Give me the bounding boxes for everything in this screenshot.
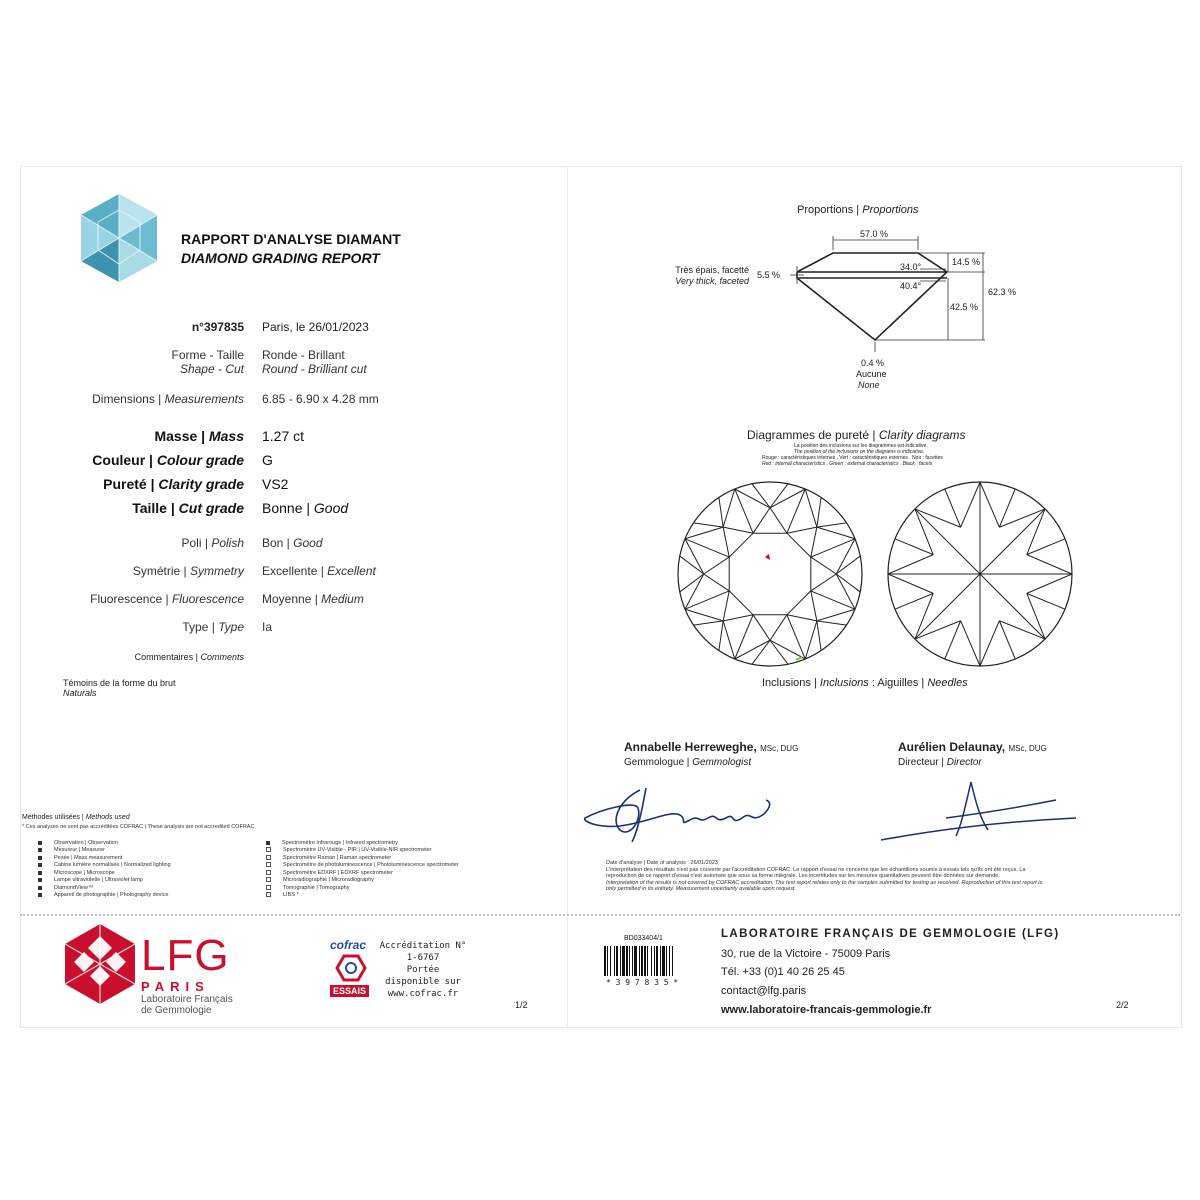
star-facet-edge [811,574,836,591]
lfg-logo-city: PARIS [141,979,210,994]
clarity-note-2: The position of the inclusions on the diagrams is indicative. [794,449,925,455]
clarity-value: VS2 [262,476,289,492]
color-label: Couleur | Colour grade [92,452,244,468]
clarity-note-3: Rouge : caractéristiques internes . Vert : caractéristiques externes . Noir : facettes [762,455,943,461]
method-item: Appareil de photographie | Photography device [38,892,169,898]
method-item: Microscope | Microscope [38,870,115,876]
star-facet-edge [770,508,787,533]
proportions-title: Proportions | Proportions [797,204,919,216]
signature-a-icon [580,780,780,850]
bezel-facet-edge [787,489,805,533]
cofrac-brand: cofrac [330,938,367,952]
methods-title: Méthodes utilisées | Methods used [22,814,130,821]
barcode-text: * 3 9 7 8 3 5 * [606,978,679,987]
comments-label: Commentaires | Comments [134,652,244,662]
upper-girdle-edge [770,484,788,508]
method-item: Spectromètre de photoluminescence | Photoluminescence spectrometer [266,862,459,868]
upper-girdle-edge [680,574,704,592]
bezel-facet-edge [817,609,855,621]
page-number-1: 1/2 [515,1000,528,1010]
bezel-facet-edge [723,621,735,659]
lower-girdle-edge [1027,555,1072,574]
method-item: Spectromètre Raman | Raman spectrometer [266,855,391,861]
pavilion-main-edge [915,574,980,639]
lab-name: LABORATOIRE FRANÇAIS DE GEMMOLOGIE (LFG) [721,928,1060,940]
legal-line: reproduction de ce rapport d'essai n'est autorisée que sous sa forme intégrale. Les incertitudes sur les mesures quantitatives peuvent être données sur demande. [606,873,1000,879]
page-fold [567,166,568,1026]
method-item: Spectromètre EDXRF | EDXRF spectrometer [266,870,393,876]
lower-girdle-edge [888,574,933,593]
bezel-facet-edge [770,640,805,659]
method-item: Microradiographie | Microradiography [266,877,374,883]
upper-girdle-edge [817,498,821,528]
bezel-facet-edge [685,574,704,609]
lab-address: 30, rue de la Victoire - 75009 Paris [721,948,891,960]
cut-label: Taille | Cut grade [132,500,244,516]
polish-label: Poli | Polish [181,536,244,550]
pavilion-main-edge [915,509,980,574]
bezel-facet-edge [735,489,770,508]
upper-girdle-edge [694,621,724,625]
clarity-note-4: Red : internal characteristics . Green : external characteristics . Black : facets [762,461,933,467]
signer-a-name: Annabelle Herreweghe, MSc, DUG [624,740,799,754]
crown-height: 14.5 % [952,257,981,267]
methods-note: * Ces analyses ne sont pas accréditées COFRAC | These analysis are not accredited COFRAC [22,824,255,830]
external-mark [796,657,802,660]
upper-girdle-edge [752,640,770,664]
star-facet-edge [723,527,753,533]
star-facet-edge [787,527,817,533]
bezel-facet-edge [685,591,729,609]
inclusion-needle-mark [765,554,770,560]
upper-girdle-edge [680,556,704,574]
method-item: Pesée | Mass measurement [38,855,122,861]
report-title-fr: RAPPORT D'ANALYSE DIAMANT [181,231,401,247]
culet-fr: Aucune [856,369,887,379]
legal-line: L'interprétation des résultats n'est pas couverte par l'accréditation COFRAC. Le rapport d'essai ne concerne que les échantillons soumis à essais tels qu'ils ont été reçus. La [606,866,1026,873]
method-item: Spectromètre UV-Visible - PIR | UV-Visible-NIR spectrometer [266,847,432,853]
lower-girdle-edge [961,621,980,666]
star-facet-edge [723,615,753,621]
lower-girdle-edge [1027,574,1072,593]
lab-phone: Tél. +33 (0)1 40 26 25 45 [721,966,845,978]
comment-fr: Témoins de la forme du brut [63,678,176,688]
bezel-facet-edge [735,640,770,659]
signer-b-name: Aurélien Delaunay, MSc, DUG [898,740,1047,754]
signer-a-role: Gemmologue | Gemmologist [624,757,752,768]
shape-value-fr: Ronde - Brillant [262,348,345,362]
color-value: G [262,452,273,468]
legal-line: Date d'analyse | Date of analysis : 26/01/2023 [606,860,718,866]
upper-girdle-edge [752,484,770,508]
method-item: Mesureur | Measurer [38,847,105,853]
barcode-ref: BD033404/1 [624,935,663,942]
girdle-outline [678,482,862,666]
star-facet-edge [753,615,770,640]
page-number-2: 2/2 [1116,1000,1129,1010]
girdle-fr: Très épais, facetté [675,265,749,275]
cofrac-line: Accréditation N° [379,941,467,951]
signer-b-role: Directeur | Director [898,757,982,768]
cofrac-essais: ESSAIS [330,985,369,997]
method-item: Observation | Observation [38,840,118,846]
star-facet-edge [704,557,729,574]
pavilion-main-edge [980,509,1045,574]
proportions-diagram [650,224,1030,394]
table-pct: 57.0 % [860,229,889,239]
method-item: Tomographie | Tomography [266,885,349,891]
bezel-facet-edge [685,539,704,574]
mass-value: 1.27 ct [262,428,305,444]
symmetry-value: Excellente | Excellent [262,564,376,578]
type-label: Type | Type [182,620,244,634]
bezel-facet-edge [836,574,855,609]
bezel-facet-edge [735,615,753,659]
cofrac-line: disponible sur [385,977,461,987]
crown-diagram [674,478,866,670]
lower-girdle-edge [888,555,933,574]
upper-girdle-edge [836,574,860,592]
lfg-logo-icon [62,922,138,1006]
report-place-date: Paris, le 26/01/2023 [262,320,369,334]
upper-girdle-edge [719,498,723,528]
upper-girdle-edge [817,621,847,625]
bezel-facet-edge [685,539,729,557]
report-title-en: DIAMOND GRADING REPORT [181,250,380,266]
dimensions-label: Dimensions | Measurements [92,392,244,406]
clarity-label: Pureté | Clarity grade [103,476,244,492]
star-facet-edge [811,591,817,621]
shape-value-en: Round - Brilliant cut [262,362,367,376]
inclusions-line: Inclusions | Inclusions : Aiguilles | Needles [762,677,968,689]
upper-girdle-edge [694,523,724,527]
bezel-facet-edge [723,489,735,527]
upper-girdle-edge [836,556,860,574]
star-facet-edge [811,557,836,574]
girdle-en: Very thick, faceted [675,276,749,286]
culet-pct: 0.4 % [861,358,885,368]
star-facet-edge [753,508,770,533]
method-item: DiamondView™ [38,885,93,891]
symmetry-label: Symétrie | Symmetry [132,564,244,578]
lower-girdle-edge [980,482,999,527]
bezel-facet-edge [685,527,723,539]
cofrac-line: Portée [406,965,440,975]
lower-girdle-edge [961,482,980,527]
upper-girdle-edge [817,621,821,651]
table-facet [729,533,811,615]
method-item: Lampe ultraviolette | Ultraviolet lamp [38,877,143,883]
cofrac-info [378,940,468,1000]
footer-separator [20,914,1180,916]
signature-b-icon [876,778,1086,848]
girdle-pct: 5.5 % [757,270,781,280]
gem-logo-icon [78,192,160,284]
method-item: LIBS * [266,892,299,898]
comment-en: Naturals [63,688,97,698]
pavilion-depth: 42.5 % [950,302,979,312]
total-depth: 62.3 % [988,287,1017,297]
star-facet-edge [787,615,817,621]
bezel-facet-edge [787,615,805,659]
bezel-facet-edge [836,539,855,574]
method-item: Spectromètre infrarouge | Infrared spectrometry [266,840,398,846]
lab-email[interactable]: contact@lfg.paris [721,985,807,997]
culet-en: None [858,380,880,390]
cofrac-line: 1-6767 [406,953,440,963]
star-facet-edge [723,527,729,557]
report-number: n°397835 [191,320,244,334]
cut-value: Bonne | Good [262,500,349,516]
bezel-facet-edge [735,489,753,533]
polish-value: Bon | Good [262,536,323,550]
mass-label: Masse | Mass [154,428,244,444]
bezel-facet-edge [811,591,855,609]
bezel-facet-edge [817,527,855,539]
lower-girdle-edge [980,621,999,666]
legal-line: only permitted in its entirety. Measurement uncertainty available upon request. [606,886,797,892]
upper-girdle-edge [719,621,723,651]
fluorescence-value: Moyenne | Medium [262,592,364,606]
bezel-facet-edge [685,609,723,621]
type-value: Ia [262,620,273,634]
bezel-facet-edge [805,489,817,527]
clarity-note-1: La position des inclusions sur les diagrammes est indicative. [794,443,928,449]
shape-label-fr: Forme - Taille [171,348,244,362]
fluorescence-label: Fluorescence | Fluorescence [90,592,244,606]
lab-website-link[interactable]: www.laboratoire-francais-gemmologie.fr [721,1004,932,1016]
method-item: Cabine lumière normalisée | Normalized lighting [38,862,171,868]
upper-girdle-edge [817,523,847,527]
bezel-facet-edge [811,539,855,557]
star-facet-edge [811,527,817,557]
cofrac-logo-icon [330,938,372,1000]
dimensions-value: 6.85 - 6.90 x 4.28 mm [262,392,379,406]
lfg-logo-line1: Laboratoire Français [141,994,233,1005]
star-facet-edge [723,591,729,621]
bezel-facet-edge [805,621,817,659]
shape-label-en: Shape - Cut [179,362,244,376]
star-facet-edge [770,615,787,640]
pavilion-diagram [884,478,1076,670]
lfg-logo-text: LFG [141,931,230,980]
star-facet-edge [704,574,729,591]
cofrac-hex-icon [334,953,368,983]
cofrac-line: www.cofrac.fr [387,989,459,999]
legal-notice [606,860,1136,893]
legal-line: Interpretation of the results is not covered by COFRAC accreditation. The test report relates only to the samples submitted for testing as received. Reproduction of this test report is [606,879,1043,886]
barcode-icon [604,946,708,976]
upper-girdle-edge [770,640,788,664]
bezel-facet-edge [770,489,805,508]
crown-angle: 34.0° [900,262,922,272]
lfg-logo-line2: de Gemmologie [141,1005,212,1016]
pavilion-angle: 40.4° [900,281,922,291]
clarity-title: Diagrammes de pureté | Clarity diagrams [747,428,966,442]
pavilion-main-edge [980,574,1045,639]
